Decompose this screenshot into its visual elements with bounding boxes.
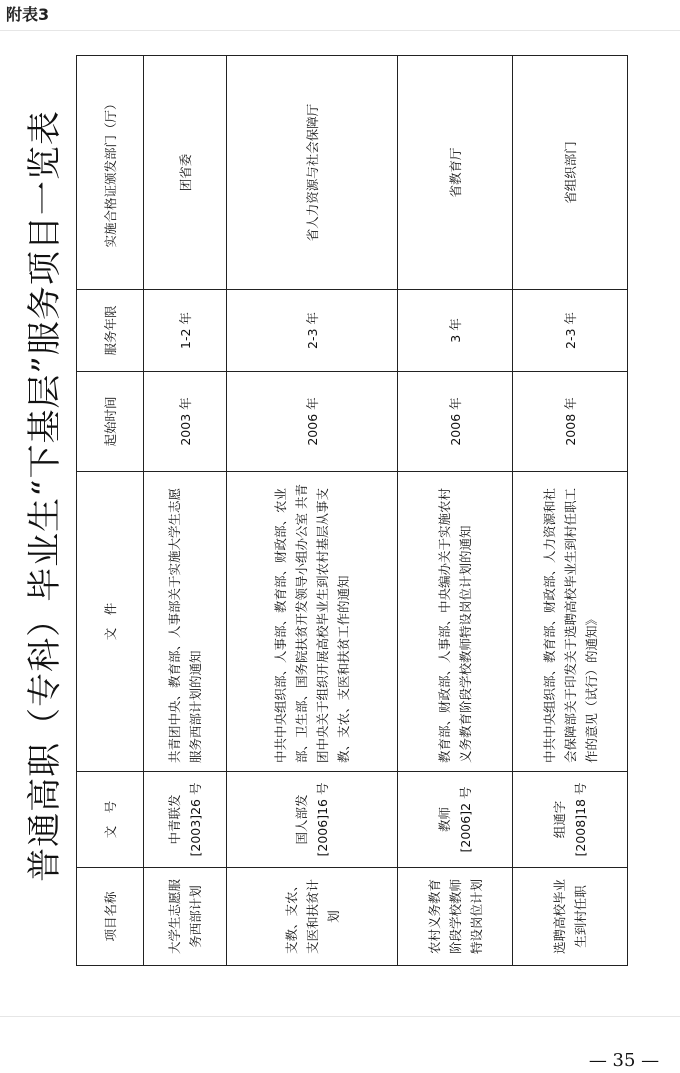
cell-document: 中共中央组织部、人事部、教育部、财政部、农业部、卫生部、国务院扶贫开发领导小组办公室 共青团中央关于组织开展高校毕业生到农村基层从事支教、支农、支医和扶贫工作的通知: [227, 472, 398, 772]
cell-project-name: 农村义务教育阶段学校教师特设岗位计划: [398, 868, 513, 966]
doc-issuer: 国人部发: [294, 794, 309, 845]
header-doc-number: 文 号: [77, 772, 144, 868]
cell-service-years: 2-3 年: [513, 290, 628, 372]
cell-doc-number: [227, 772, 398, 868]
doc-no: [2006]2 号: [458, 786, 473, 853]
header-start-time: 起始时间: [77, 372, 144, 472]
rotated-content: [20, 26, 630, 966]
bottom-divider: [0, 1016, 680, 1017]
cell-issuing-dept: 团省委: [144, 56, 227, 290]
doc-no: [2003]26 号: [188, 782, 203, 857]
doc-issuer: 组通字: [552, 800, 567, 839]
cell-service-years: 1-2 年: [144, 290, 227, 372]
header-document: 文 件: [77, 472, 144, 772]
cell-project-name: 大学生志愿服务西部计划: [144, 868, 227, 966]
cell-document: 中共中央组织部、教育部、财政部、人力资源和社会保障部关于印发关于选聘高校毕业生到村任职工作的意见（试行）的通知》: [513, 472, 628, 772]
cell-project-name: 选聘高校毕业生到村任职: [513, 868, 628, 966]
cell-issuing-dept: 省组织部门: [513, 56, 628, 290]
table-header-row: [77, 56, 144, 966]
doc-issuer: 中青联发: [167, 794, 182, 845]
cell-issuing-dept: 省教育厅: [398, 56, 513, 290]
cell-document: 教育部、财政部、人事部、中央编办关于实施农村义务教育阶段学校教师特设岗位计划的通知: [398, 472, 513, 772]
doc-no: [2008]18 号: [573, 782, 588, 857]
header-project-name: 项目名称: [77, 868, 144, 966]
doc-no: [2006]16 号: [315, 782, 330, 857]
cell-doc-number: [144, 772, 227, 868]
doc-issuer: 教师: [437, 807, 452, 833]
header-issuing-dept: 实施合格证颁发部门（厅）: [77, 56, 144, 290]
cell-document: 共青团中央、教育部、人事部关于实施大学生志愿服务西部计划的通知: [144, 472, 227, 772]
cell-start-time: 2006 年: [227, 372, 398, 472]
cell-start-time: 2006 年: [398, 372, 513, 472]
cell-doc-number: [513, 772, 628, 868]
cell-issuing-dept: 省人力资源与社会保障厅: [227, 56, 398, 290]
attachment-label: 附表3: [6, 5, 50, 24]
table-row: [398, 56, 513, 966]
cell-service-years: 3 年: [398, 290, 513, 372]
cell-service-years: 2-3 年: [227, 290, 398, 372]
header-service-years: 服务年限: [77, 290, 144, 372]
table-row: [227, 56, 398, 966]
cell-start-time: 2008 年: [513, 372, 628, 472]
service-project-table: [76, 55, 628, 966]
cell-start-time: 2003 年: [144, 372, 227, 472]
page-number: — 35 —: [588, 1050, 660, 1071]
table-row: [513, 56, 628, 966]
cell-doc-number: [398, 772, 513, 868]
cell-project-name: 支教、支农、支医和扶贫计划: [227, 868, 398, 966]
table-row: [144, 56, 227, 966]
document-title: 普通高职（专科）毕业生“下基层”服务项目一览表: [25, 110, 65, 882]
